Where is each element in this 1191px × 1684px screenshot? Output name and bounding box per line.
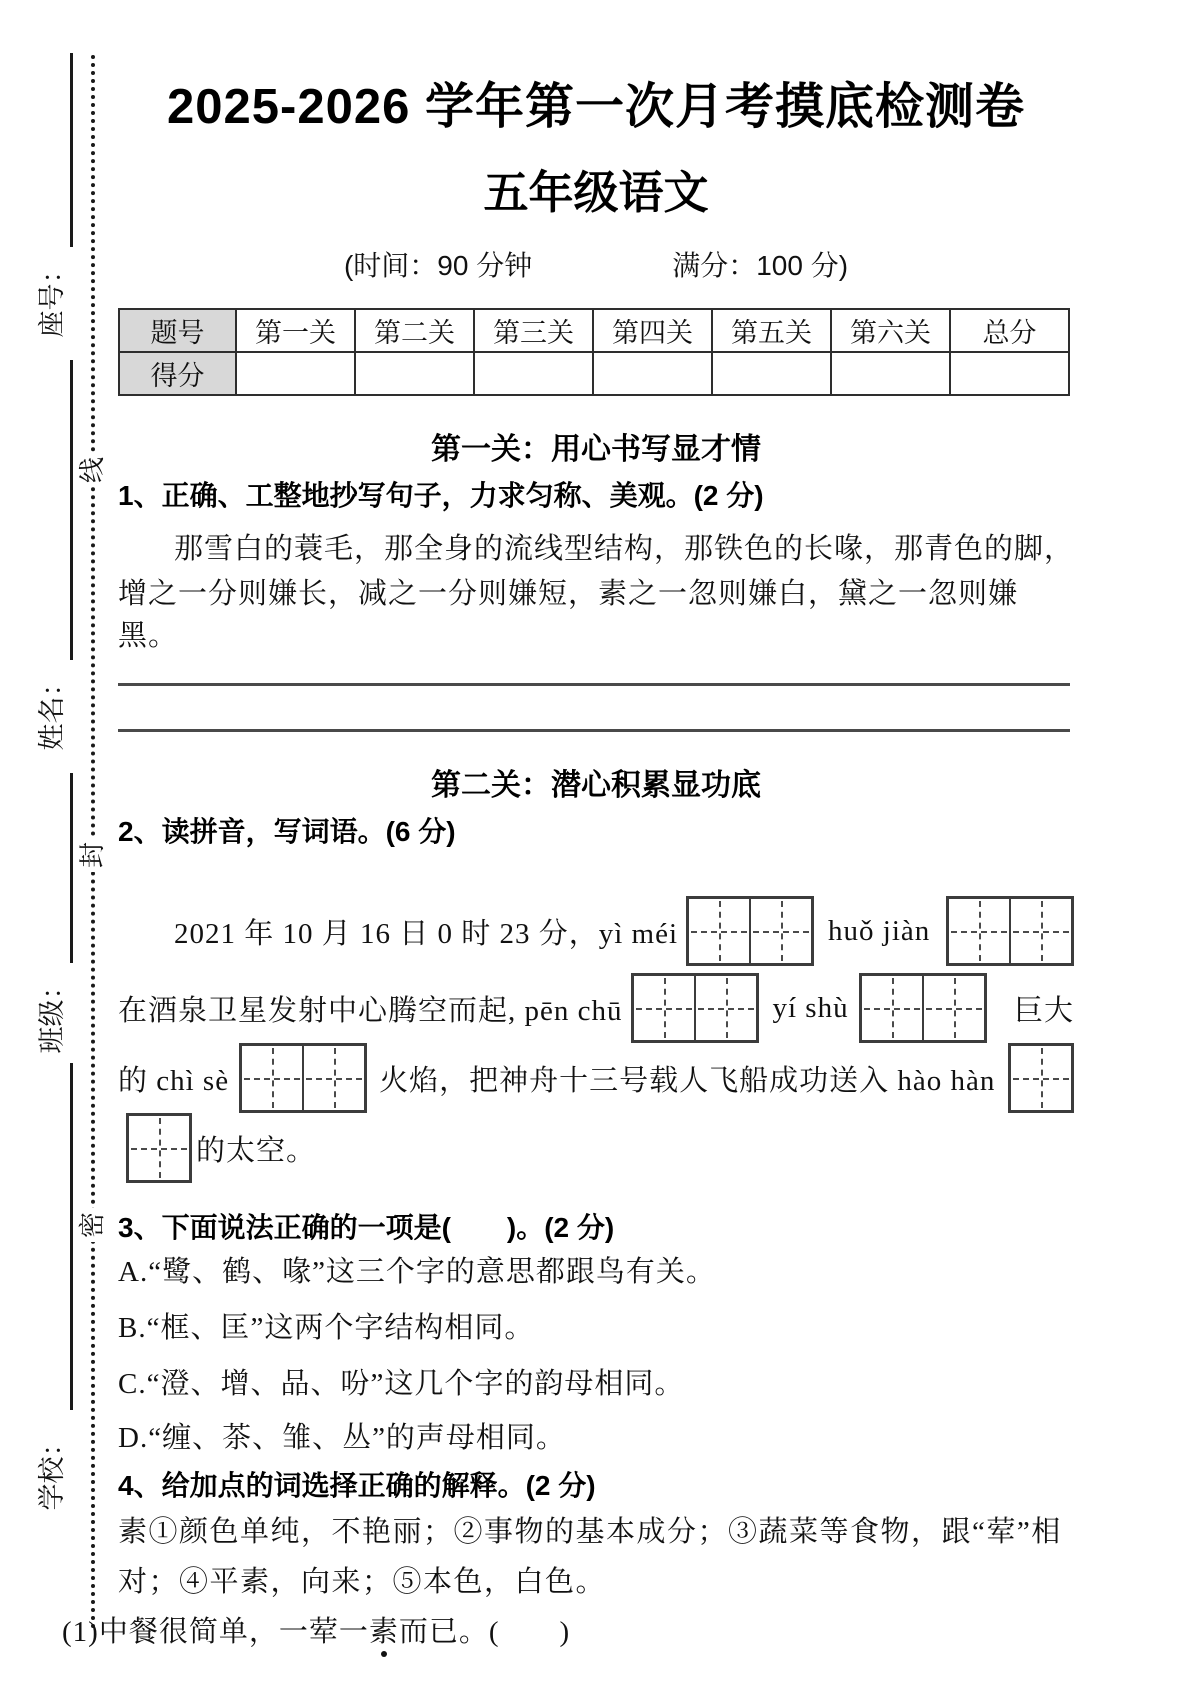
student-name-label: 姓名： [37, 669, 67, 751]
score-cell[interactable] [355, 352, 474, 395]
question3-option-c: C.“澄、增、品、吩”这几个字的韵母相同。 [118, 1368, 685, 1400]
score-cell[interactable] [831, 352, 950, 395]
pinyin-line3 [118, 1043, 1074, 1113]
answer-grid-chise[interactable] [239, 1043, 367, 1113]
score-table-header-row [119, 309, 1069, 352]
pinyin-line4 [118, 1113, 1074, 1183]
seal-char-mi: 密 [76, 1208, 110, 1242]
score-cell[interactable] [593, 352, 712, 395]
score-table-header: 第六关 [831, 309, 950, 352]
question4-item1 [62, 1612, 1074, 1652]
answer-grid-huojian[interactable] [946, 896, 1074, 966]
pinyin-line4-text: 的太空。 [196, 1134, 317, 1167]
pinyin-line2-text3: 巨大 [1013, 994, 1074, 1027]
question3-option-b: B.“框、匡”这两个字结构相同。 [118, 1312, 535, 1344]
answer-grid-haohan-2[interactable] [126, 1113, 192, 1183]
section2-heading: 第二关：潜心积累显功底 [431, 769, 761, 802]
question3-option-d: D.“缠、茶、雏、丛”的声母相同。 [118, 1422, 566, 1454]
pinyin-line2-text2: yí shù [772, 991, 849, 1024]
question4-text: 4、给加点的词选择正确的解释。(2 分) [118, 1470, 596, 1501]
exam-subtitle: 五年级语文 [483, 167, 709, 218]
answer-grid-yishu[interactable] [859, 973, 987, 1043]
section1-heading: 第一关：用心书写显才情 [431, 433, 761, 466]
copy-passage-line1: 那雪白的蓑毛，那全身的流线型结构，那铁色的长喙，那青色的脚， [174, 533, 1075, 565]
score-cell[interactable] [474, 352, 593, 395]
exam-title: 2025-2026 学年第一次月考摸底检测卷 [167, 80, 1025, 134]
pinyin-line2-text: 在酒泉卫星发射中心腾空而起, pēn chū [118, 994, 623, 1027]
pinyin-line1-text2: huǒ jiàn [828, 914, 931, 947]
seal-char-xian: 线 [76, 453, 110, 487]
pinyin-line1-text: 2021 年 10 月 16 日 0 时 23 分，yì méi [174, 917, 679, 950]
score-table-header: 第五关 [712, 309, 831, 352]
class-blank-line[interactable] [70, 773, 73, 963]
score-table-header: 第二关 [355, 309, 474, 352]
answer-grid-penchu[interactable] [631, 973, 759, 1043]
score-table-header: 第三关 [474, 309, 593, 352]
pinyin-line3-text2: 火焰，把神舟十三号载人飞船成功送入 hào hàn [379, 1064, 996, 1097]
question1-text: 1、正确、工整地抄写句子，力求匀称、美观。(2 分) [118, 480, 764, 511]
seal-char-feng: 封 [76, 838, 110, 872]
pinyin-line1 [118, 895, 1074, 967]
copy-passage-line2: 增之一分则嫌长，减之一分则嫌短，素之一忽则嫌白，黛之一忽则嫌黑。 [118, 578, 1019, 652]
score-table-header: 第四关 [593, 309, 712, 352]
seat-number-label: 座号： [37, 256, 67, 338]
school-label: 学校： [37, 1429, 67, 1511]
seat-blank-line[interactable] [70, 53, 73, 247]
score-table-score-row [119, 352, 1069, 395]
question3-option-a: A.“鹭、鹤、喙”这三个字的意思都跟鸟有关。 [118, 1256, 716, 1288]
answer-writing-line[interactable] [118, 729, 1070, 732]
school-blank-line[interactable] [70, 1063, 73, 1410]
answer-writing-line[interactable] [118, 683, 1070, 686]
class-label: 班级： [37, 972, 67, 1054]
name-blank-line[interactable] [70, 360, 73, 660]
question2-text: 2、读拼音，写词语。(6 分) [118, 816, 456, 847]
question3-text: 3、下面说法正确的一项是( )。(2 分) [118, 1212, 615, 1243]
question4-gloss-line1: 素①颜色单纯，不艳丽；②事物的基本成分；③蔬菜等食物，跟“荤”相 [118, 1516, 1062, 1548]
score-cell[interactable] [236, 352, 355, 395]
exam-paper [62, 0, 1075, 1652]
exam-info: (时间：90 分钟 满分：100 分) [343, 250, 849, 281]
score-table-header: 总分 [950, 309, 1069, 352]
question4-item1-suffix: 而已。( ) [398, 1616, 571, 1648]
score-cell[interactable] [950, 352, 1069, 395]
pinyin-line2 [118, 973, 1074, 1043]
score-table [118, 308, 1070, 396]
score-row-label: 得分 [119, 352, 236, 395]
score-table-header: 第一关 [236, 309, 355, 352]
pinyin-line3-text: 的 chì sè [118, 1064, 230, 1097]
question4-gloss-line2: 对；④平素，向来；⑤本色，白色。 [118, 1566, 607, 1598]
question4-item1-prefix: (1)中餐很简单，一荤一 [62, 1616, 369, 1648]
score-cell[interactable] [712, 352, 831, 395]
answer-grid-haohan-1[interactable] [1008, 1043, 1074, 1113]
answer-grid-yimei[interactable] [686, 896, 814, 966]
score-table-header: 题号 [119, 309, 236, 352]
question4-item1-dotted-word: 素 [368, 1616, 399, 1648]
